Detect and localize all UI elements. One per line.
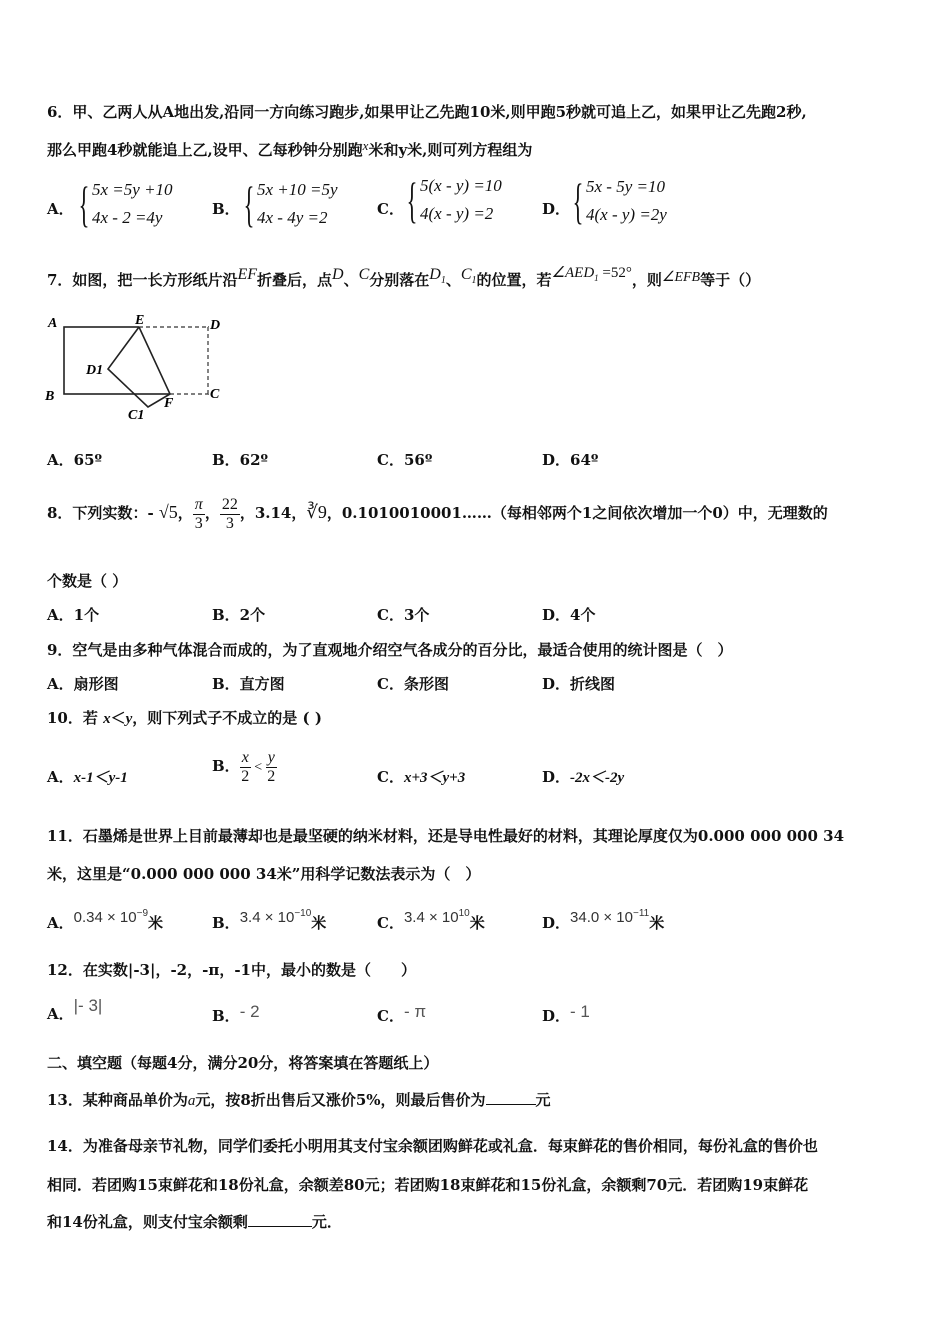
- q12-option-a: [47, 996, 103, 1024]
- q14-stem-line2: 相同．若团购15束鲜花和18份礼盒，余额差80元；若团购18束鲜花和15份礼盒，余额剩70元．若团购19束鲜花: [47, 1176, 809, 1194]
- q7-label-a: A: [48, 316, 58, 331]
- q7-option-b: B．62º: [212, 451, 269, 469]
- q12-option-a-label: A．: [47, 1005, 74, 1023]
- q11-option-a-base: 0.34 × 10: [73, 909, 137, 926]
- q10-option-b: B． $\frac{x}{2}$ < $\frac{y}{2}$: [212, 748, 276, 785]
- q11-option-d-value: [570, 909, 649, 926]
- q7-option-c: C．56º: [377, 451, 433, 469]
- q6-option-a-eq1: 5x =5y +10: [92, 180, 173, 199]
- q10-option-b-den1: 2: [241, 767, 250, 785]
- q7-text-f: 的位置，若: [476, 271, 552, 289]
- section-2-heading: 二、填空题（每题4分，满分20分，将答案填在答题纸上）: [47, 1054, 439, 1072]
- q7-sep1: 、: [343, 271, 359, 289]
- q11-option-b: [212, 910, 326, 934]
- q7-label-d1: D1: [86, 363, 104, 378]
- q10-option-a-label: A．: [47, 768, 74, 786]
- q7-figure: [40, 312, 230, 424]
- q8-option-a: A．1个: [47, 606, 100, 624]
- q10-text-a: 10．若: [47, 709, 104, 727]
- q11-option-d-unit: 米: [649, 914, 665, 932]
- q7-angle-aed1-text: ∠AED: [551, 265, 595, 281]
- q7-var-c: C: [358, 266, 370, 283]
- q8-pi-num: π: [194, 495, 203, 513]
- q12-stem: 12．在实数|-3|，-2，-π，-1中，最小的数是（ ）: [47, 961, 416, 979]
- q11-option-c-exp: 10: [458, 908, 470, 919]
- q6-option-d-system: { 5x - 5y =10 4(x - y) =2y: [572, 173, 667, 229]
- q10-option-c-label: C．: [377, 768, 404, 786]
- q14-text-a: 和14份礼盒，则支付宝余额剩: [47, 1213, 248, 1231]
- q10-option-c: [377, 767, 465, 788]
- q12-option-b-value: - 2: [239, 1002, 260, 1021]
- q7-var-d1-sub: 1: [440, 275, 446, 287]
- q8-text-c: ，0.1010010001……（每相邻两个1之间依次增加一个0）中，无理数的: [326, 504, 828, 522]
- q10-option-c-expr: x+3＜y+3: [403, 770, 466, 786]
- q6-option-c-label: C．: [377, 200, 404, 218]
- q6-option-b-system: { 5x +10 =5y 4x - 4y =2: [243, 176, 338, 232]
- q6-stem-text-a: 那么甲跑4秒就能追上乙,设甲、乙每秒钟分别跑: [47, 141, 363, 159]
- q10-option-b-y: y: [267, 748, 275, 766]
- q7-angle-aed1: [552, 265, 632, 281]
- q12-option-d-value: - 1: [570, 1002, 590, 1021]
- q12-option-c: [377, 1002, 427, 1026]
- q7-var-d: D: [332, 266, 344, 283]
- q6-option-c-system: { 5(x - y) =10 4(x - y) =2: [406, 172, 502, 228]
- q11-option-d-label: D．: [542, 914, 571, 932]
- q6-option-a-label: A．: [47, 200, 74, 218]
- q6-option-a-eq2: 4x - 2 =4y: [92, 208, 163, 227]
- q8-stem: 8．下列实数：- √5， $\frac{\pi}{3}$ ， $\frac{22}{3}$ ，3.14，∛9，0.1010010001……（每相邻两个1之间依次增加一个0）中，无理数的: [47, 495, 828, 532]
- q11-option-b-unit: 米: [311, 914, 327, 932]
- q8-text-b: ，3.14，: [239, 504, 307, 522]
- q7-var-d1-letter: D: [429, 266, 441, 283]
- q10-option-d: [542, 767, 624, 788]
- q7-label-c: C: [210, 387, 220, 402]
- q7-var-c1-letter: C: [460, 266, 472, 283]
- q7-angle-aed1-value: =52°: [598, 265, 632, 281]
- q8-pi-den: 3: [194, 514, 203, 532]
- q6-stem-line1: 6．甲、乙两人从A地出发,沿同一方向练习跑步,如果甲让乙先跑10米,则甲跑5秒就可追上乙，如果甲让乙先跑2秒,: [47, 103, 807, 121]
- q8-frac-22-3: [220, 496, 240, 533]
- q7-stem: [47, 265, 761, 297]
- q13-text-c: 元: [535, 1091, 551, 1109]
- q10-option-b-frac-y: [266, 749, 277, 786]
- q6-option-d-eq2: 4(x - y) =2y: [586, 205, 667, 224]
- q7-label-f: F: [164, 396, 174, 411]
- q7-sep2: 、: [445, 271, 461, 289]
- q7-var-c1: [460, 266, 477, 287]
- q11-option-a-exp: −9: [136, 908, 149, 919]
- q8-stem-line2: 个数是（ ）: [47, 572, 128, 590]
- q8-option-c: C．3个: [377, 606, 430, 624]
- q7-option-a: A．65º: [47, 451, 103, 469]
- q11-option-d: [542, 910, 664, 934]
- q7-var-ef: EF: [237, 266, 257, 283]
- q10-option-d-label: D．: [542, 768, 571, 786]
- q11-option-d-base: 34.0 × 10: [570, 909, 633, 926]
- q8-22-den: 3: [225, 514, 234, 532]
- q10-option-b-x: x: [241, 748, 249, 766]
- q10-stem: [47, 708, 322, 729]
- q11-option-b-label: B．: [212, 914, 240, 932]
- q10-option-b-frac-x: [240, 749, 251, 786]
- q13-stem: [47, 1090, 551, 1111]
- q10-option-d-expr: -2x＜-2y: [570, 770, 625, 786]
- q8-sqrt5: √5: [158, 502, 178, 522]
- q9-option-a: A．扇形图: [47, 675, 119, 693]
- q11-option-a-unit: 米: [148, 914, 164, 932]
- q13-var-a: a: [187, 1093, 196, 1109]
- q11-option-b-exp: −10: [294, 908, 312, 919]
- q7-figure-folded-part: [108, 327, 170, 407]
- q9-option-b: B．直方图: [212, 675, 285, 693]
- q10-option-a: [47, 767, 128, 788]
- q7-text-a: 7．如图，把一长方形纸片沿: [47, 271, 238, 289]
- q9-stem: 9．空气是由多种气体混合而成的，为了直观地介绍空气各成分的百分比，最适合使用的统计图是（ ）: [47, 641, 733, 659]
- q7-angle-aed1-sub: 1: [594, 273, 599, 283]
- q11-option-a-label: A．: [47, 914, 74, 932]
- q7-text-b: 折叠后，点: [257, 271, 333, 289]
- q7-label-c1: C1: [128, 408, 145, 423]
- q7-text-g: ，则: [631, 271, 662, 289]
- q7-figure-left-rect: [64, 327, 208, 394]
- q11-option-c: [377, 910, 485, 934]
- q7-angle-efb: ∠EFB: [661, 270, 701, 285]
- q11-option-b-value: [240, 909, 312, 926]
- q7-label-d: D: [210, 318, 221, 333]
- q7-text-e: 分别落在: [369, 271, 430, 289]
- q7-label-e: E: [135, 313, 145, 328]
- q8-option-d: D．4个: [542, 606, 596, 624]
- q6-option-a-system: { 5x =5y +10 4x - 2 =4y: [78, 176, 173, 232]
- q12-option-c-label: C．: [377, 1007, 404, 1025]
- q6-option-d-label: D．: [542, 200, 571, 218]
- q6-option-c-eq1: 5(x - y) =10: [420, 176, 502, 195]
- q10-option-a-expr: x-1＜y-1: [73, 770, 128, 786]
- q6-stem-text-b: 米和y米,则可列方程组为: [368, 141, 533, 159]
- q13-text-a: 13．某种商品单价为: [47, 1091, 188, 1109]
- q9-option-c: C．条形图: [377, 675, 449, 693]
- q11-stem-line2: 米，这里是“0.000 000 000 34米”用科学记数法表示为（ ）: [47, 865, 481, 883]
- q11-option-b-base: 3.4 × 10: [239, 909, 295, 926]
- q8-cbrt9: ∛9: [306, 502, 327, 522]
- q10-option-b-label: B．: [212, 757, 240, 775]
- q10-option-b-den2: 2: [267, 767, 276, 785]
- q6-stem-line2: [47, 140, 532, 161]
- q7-label-b: B: [45, 389, 55, 404]
- q8-22-num: 22: [221, 495, 238, 513]
- q8-frac-pi-3: [193, 496, 205, 533]
- q14-text-b: 元．: [311, 1213, 342, 1231]
- q9-option-d: D．折线图: [542, 675, 616, 693]
- q11-option-c-label: C．: [377, 914, 404, 932]
- q7-var-c1-sub: 1: [471, 275, 477, 287]
- q6-option-c-eq2: 4(x - y) =2: [420, 204, 494, 223]
- q14-stem-line3: [47, 1212, 342, 1232]
- q10-lt: ＜: [110, 709, 126, 727]
- q10-text-b: ，则下列式子不成立的是 ( ): [132, 709, 322, 727]
- q8-option-b: B．2个: [212, 606, 266, 624]
- q13-answer-blank[interactable]: [486, 1090, 536, 1105]
- q11-stem-line1: 11．石墨烯是世界上目前最薄却也是最坚硬的纳米材料，还是导电性最好的材料，其理论厚度仅为0.000 000 000 34: [47, 827, 845, 845]
- q12-option-d: [542, 1002, 590, 1026]
- q10-var-x: x: [103, 711, 111, 727]
- q7-text-h: 等于（）: [700, 271, 761, 289]
- q7-var-d1: [429, 266, 446, 287]
- q12-option-b-label: B．: [212, 1007, 240, 1025]
- q12-option-b: [212, 1002, 260, 1026]
- q6-option-b-eq2: 4x - 4y =2: [257, 208, 328, 227]
- q12-option-a-value: |- 3|: [73, 996, 103, 1015]
- q8-text-a: 8．下列实数：-: [47, 504, 159, 522]
- q11-option-c-unit: 米: [469, 914, 485, 932]
- q14-answer-blank[interactable]: [248, 1212, 312, 1227]
- q6-option-b-eq1: 5x +10 =5y: [257, 180, 338, 199]
- q11-option-c-base: 3.4 × 10: [403, 909, 459, 926]
- q6-option-b-label: B．: [212, 200, 240, 218]
- q13-text-b: 元，按8折出售后又涨价5%，则最后售价为: [195, 1091, 486, 1109]
- q11-option-a: [47, 910, 163, 934]
- q7-option-d: D．64º: [542, 451, 599, 469]
- q11-option-a-value: [74, 909, 148, 926]
- q12-option-d-label: D．: [542, 1007, 571, 1025]
- q10-var-y: y: [125, 711, 133, 727]
- q12-option-c-value: - π: [403, 1002, 427, 1021]
- q11-option-d-exp: −11: [633, 908, 650, 919]
- q14-stem-line1: 14．为准备母亲节礼物，同学们委托小明用其支付宝余额团购鲜花或礼盒．每束鲜花的售价相同，每份礼盒的售价也: [47, 1137, 818, 1155]
- q6-var-x: x: [362, 138, 369, 153]
- q11-option-c-value: [404, 909, 470, 926]
- q6-option-d-eq1: 5x - 5y =10: [586, 177, 665, 196]
